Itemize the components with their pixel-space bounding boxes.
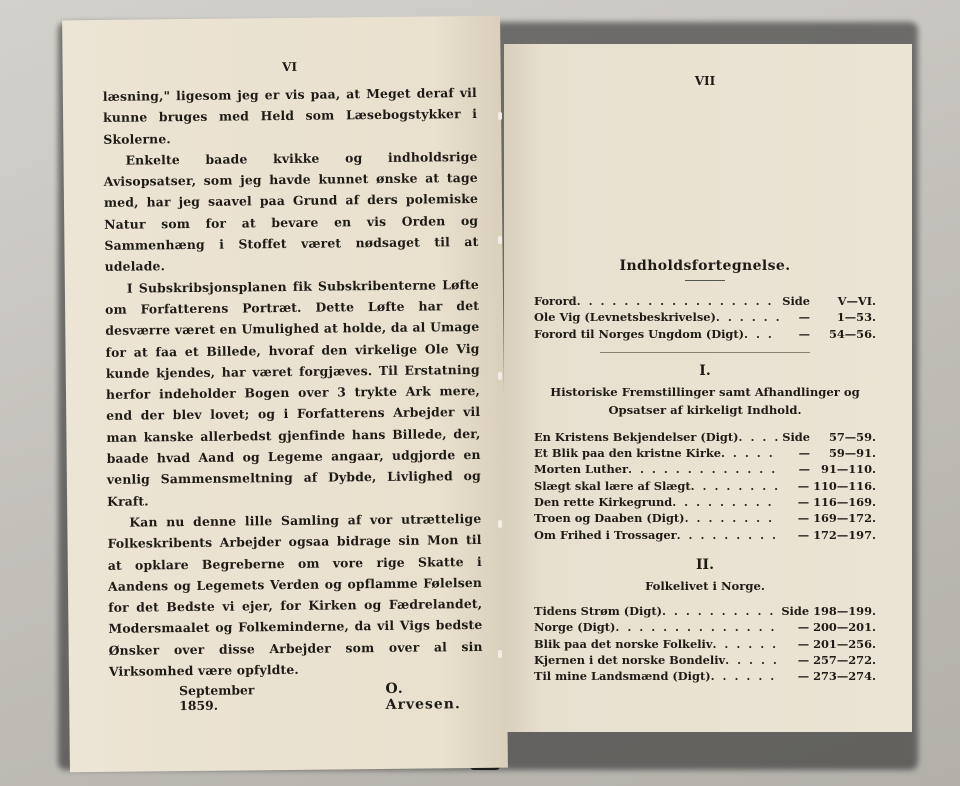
- preface-date: September 1859.: [179, 682, 255, 714]
- signature-line: [109, 680, 483, 716]
- toc-entry: Slægt skal lære af Slægt . . . — 110—116.: [534, 478, 876, 494]
- section-title: Folkelivet i Norge.: [645, 578, 765, 593]
- left-page-number: VI: [282, 59, 298, 75]
- toc-entry: Forord . . . Side V—VI.: [534, 293, 876, 309]
- paragraph: Kan nu denne lille Samling af vor utrættelige Folkeskribents Arbejder ogsaa bidrage sin Mon til at opklare Begreberne om vore rige Skatte i Aandens og Legemets Verden og opflamme Følelsen for det Bedste vi ejer, for Kirken og Fædrelandet, Modersmaalet og Folkeminderne, da vil Vigs bedste Ønsker over disse Arbejder som over al sin Virksomhed være opfyldte.: [107, 510, 483, 679]
- section-number: I.: [699, 362, 711, 379]
- toc-entry: Troen og Daaben (Digt) . . . — 169—172.: [534, 510, 876, 526]
- section-number: II.: [696, 556, 714, 573]
- section-divider: [600, 352, 810, 353]
- toc-entry: Kjernen i det norske Bondeliv . . . — 257—272.: [534, 652, 876, 668]
- toc-entry: Forord til Norges Ungdom (Digt) . . . — 54—56.: [534, 326, 876, 342]
- binding-thread: [498, 650, 502, 658]
- toc-section-entries: [534, 603, 876, 684]
- left-page: [62, 16, 508, 773]
- binding-thread: [498, 520, 502, 528]
- toc-entry: Ole Vig (Levnetsbeskrivelse) . . . — 1—53.: [534, 309, 876, 325]
- toc-entry: Tidens Strøm (Digt) . . . Side 198—199.: [534, 603, 876, 619]
- toc-entry: Til mine Landsmænd (Digt) . . . — 273—274.: [534, 668, 876, 684]
- paragraph: læsning," ligesom jeg er vis paa, at Meget deraf vil kunne bruges med Held som Læsebogstykker i Skolerne.: [102, 84, 478, 147]
- toc-title: Indholdsfortegnelse.: [619, 258, 791, 274]
- toc-section-entries: [534, 429, 876, 543]
- preface-text: [103, 82, 483, 682]
- toc-entry: Blik paa det norske Folkeliv . . . — 201—256.: [534, 636, 876, 652]
- toc-entry: Norge (Digt) . . . — 200—201.: [534, 619, 876, 635]
- binding-thread: [498, 372, 502, 380]
- right-page-number: VII: [694, 74, 716, 88]
- binding-thread: [498, 236, 502, 244]
- toc-entry: Den rette Kirkegrund . . . — 116—169.: [534, 494, 876, 510]
- toc-entry: Et Blik paa den kristne Kirke . . . — 59—91.: [534, 445, 876, 461]
- preface-author: O. Arvesen.: [385, 681, 461, 714]
- toc-entry: Om Frihed i Trossager . . . — 172—197.: [534, 527, 876, 543]
- toc-front-entries: [534, 293, 876, 342]
- title-rule: [685, 280, 725, 281]
- right-page: [504, 44, 912, 732]
- paragraph: I Subskribsjonsplanen fik Subskribenterne Løfte om Forfatterens Portræt. Dette Løfte har det desværre været en Umulighed at holde, da al Umage for at faa et Billede, hvoraf den virkelige Ole Vig kunde kjendes, har været forgjæves. Til Erstatning herfor indeholder Bogen over 3 trykte Ark mere, end der blev lovet; og i Forfatterens Arbejder vil man kanske allerbedst gjenfinde hans Billede, der, baade hvad Aand og Legeme angaar, udgjorde en venlig Sammensmeltning af Dybde, Livlighed og Kraft.: [105, 276, 481, 509]
- toc-entry: Morten Luther . . . — 91—110.: [534, 461, 876, 477]
- paragraph: Enkelte baade kvikke og indholdsrige Avisopsatser, som jeg havde kunnet ønske at tage med, har jeg saavel paa Grund af ders polemiske Natur som for at bevare en vis Orden og Sammenhæng i Stoffet været nødsaget til at udelade.: [103, 148, 479, 275]
- section-title: Historiske Fremstillinger samt Afhandlinger og Opsatser af kirkeligt Indhold.: [550, 384, 860, 417]
- binding-thread: [498, 112, 502, 120]
- toc-entry: En Kristens Bekjendelser (Digt) . . . Side 57—59.: [534, 429, 876, 445]
